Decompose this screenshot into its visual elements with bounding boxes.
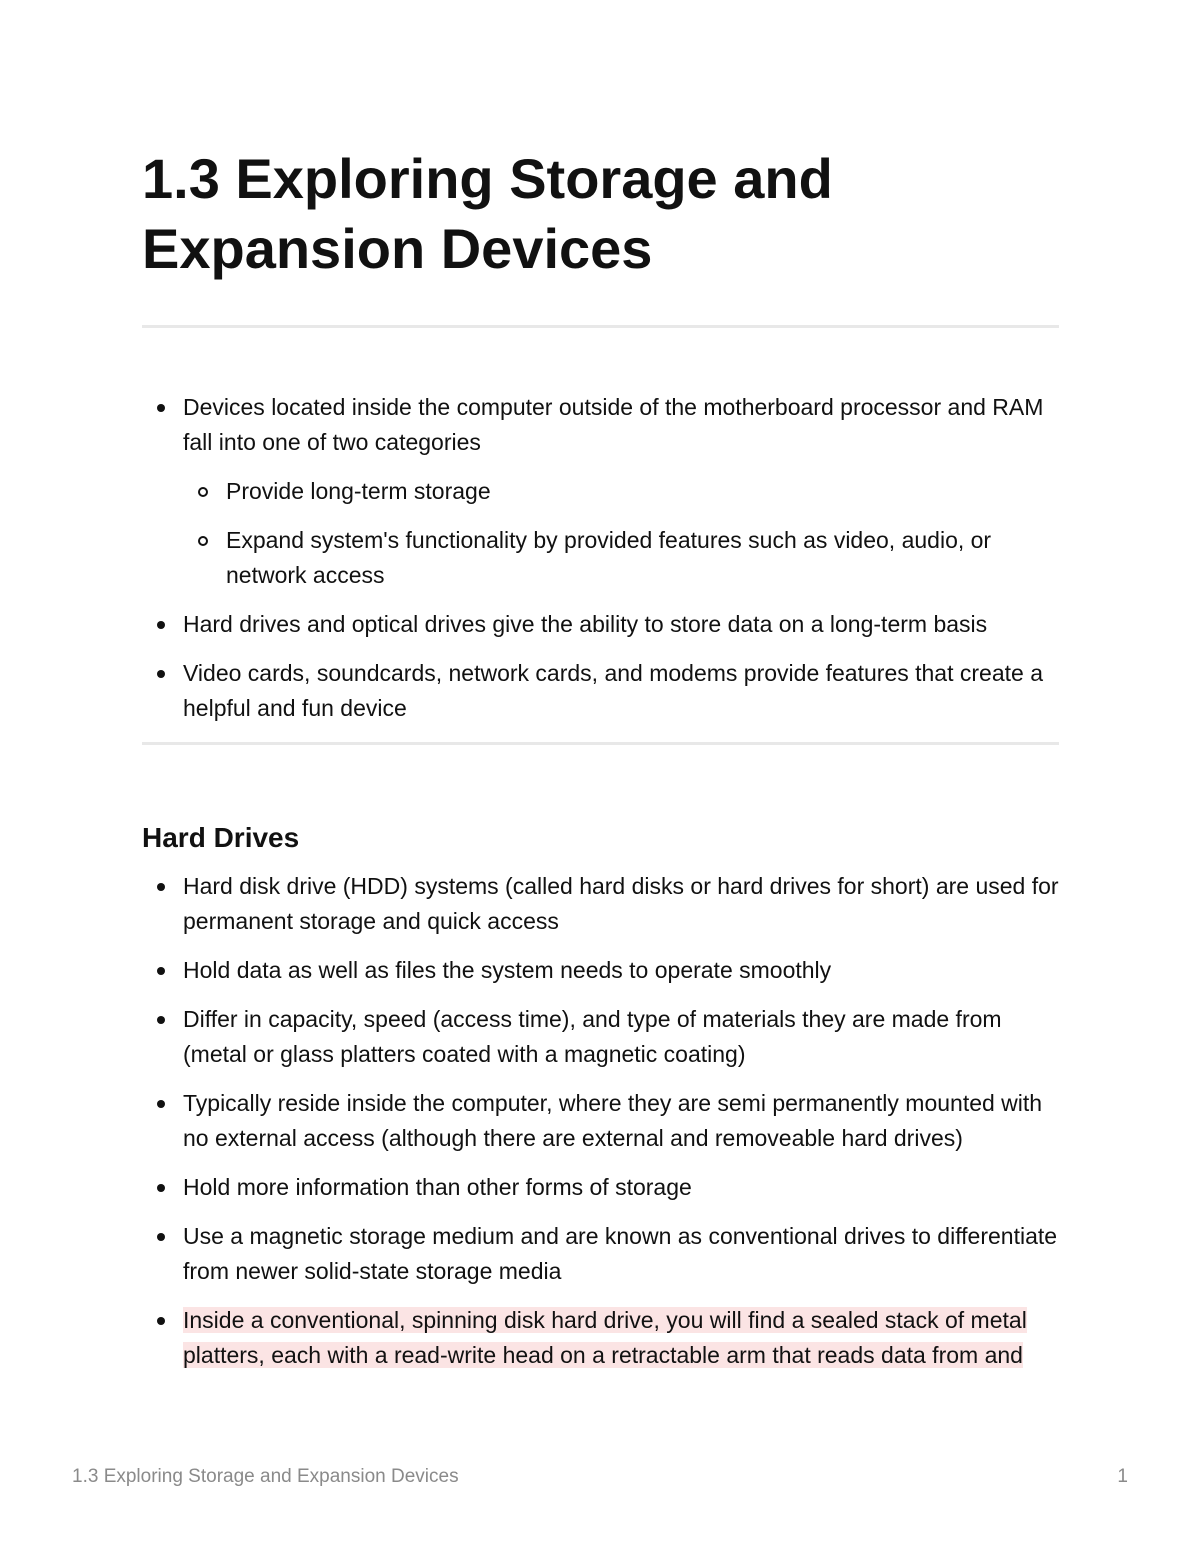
- list-item: [142, 390, 1059, 593]
- list-item: Typically reside inside the computer, where they are semi permanently mounted with no external access (although there are external and removeable hard drives): [142, 1086, 1059, 1156]
- list-item: Hard disk drive (HDD) systems (called hard disks or hard drives for short) are used for permanent storage and quick access: [142, 869, 1059, 939]
- list-item: Video cards, soundcards, network cards, and modems provide features that create a helpful and fun device: [142, 656, 1059, 726]
- hard-drives-list: [142, 869, 1059, 1387]
- list-item: Hold more information than other forms of storage: [142, 1170, 1059, 1205]
- list-item-highlighted: [142, 1303, 1059, 1373]
- divider: [142, 742, 1059, 745]
- sub-list-item: Provide long-term storage: [183, 474, 1059, 509]
- list-item-text: Devices located inside the computer outside of the motherboard processor and RAM fall into one of two categories: [183, 394, 1044, 455]
- divider: [142, 325, 1059, 328]
- footer-page-number: 1: [1117, 1466, 1128, 1487]
- intro-list: [142, 390, 1059, 740]
- highlighted-text: Inside a conventional, spinning disk hard drive, you will find a sealed stack of metal platters, each with a read-write head on a retractable arm that reads data from and: [183, 1307, 1027, 1368]
- sub-list-item: Expand system's functionality by provided features such as video, audio, or network access: [183, 523, 1059, 593]
- list-item: Use a magnetic storage medium and are known as conventional drives to differentiate from newer solid-state storage media: [142, 1219, 1059, 1289]
- list-item: Differ in capacity, speed (access time), and type of materials they are made from (metal or glass platters coated with a magnetic coating): [142, 1002, 1059, 1072]
- section-heading-hard-drives: Hard Drives: [142, 822, 300, 853]
- footer-document-title: 1.3 Exploring Storage and Expansion Devices: [72, 1466, 459, 1487]
- list-item: Hold data as well as files the system needs to operate smoothly: [142, 953, 1059, 988]
- sub-list: [183, 474, 1059, 593]
- list-item: Hard drives and optical drives give the ability to store data on a long-term basis: [142, 607, 1059, 642]
- page-title: 1.3 Exploring Storage and Expansion Devices: [142, 147, 833, 280]
